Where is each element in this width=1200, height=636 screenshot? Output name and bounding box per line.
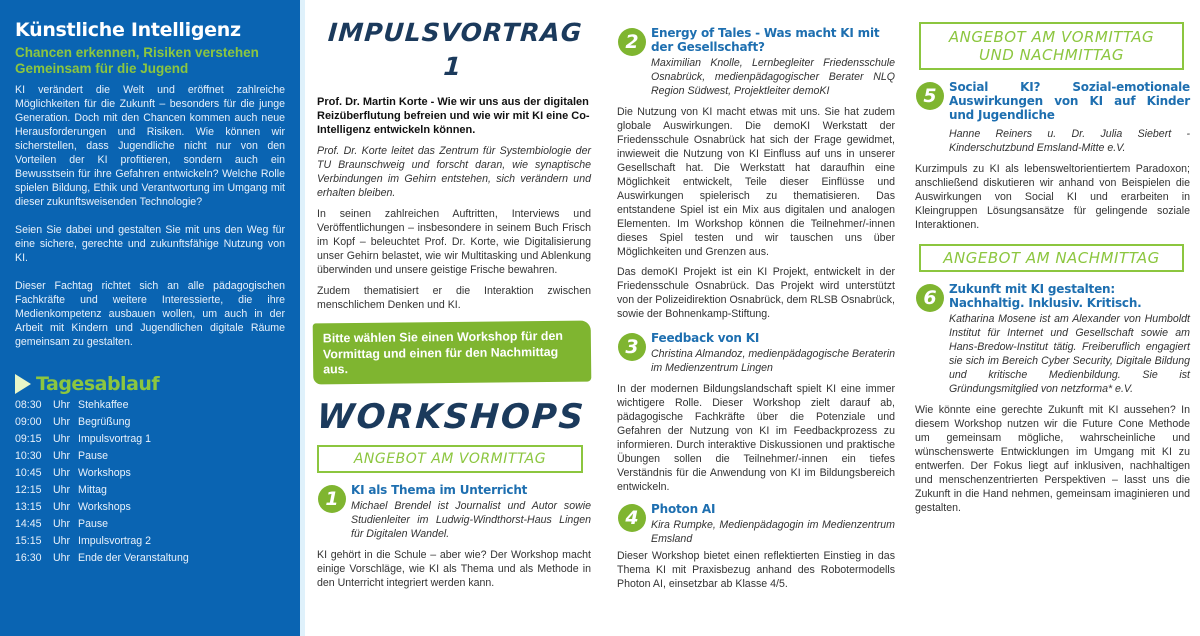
workshop-title: Social KI? Sozial-emotionale Auswirkungen von KI auf Kinder und Jugendliche [949, 80, 1190, 122]
agenda-item [15, 465, 285, 482]
workshop-item [915, 282, 1190, 396]
agenda-unit: Uhr [53, 518, 71, 530]
workshop-title: KI als Thema im Unterricht [351, 482, 528, 497]
workshop-presenter: Christina Almandoz, medienpädagogische Beraterin im Medienzentrum Lingen [651, 348, 895, 374]
agenda-label: Workshops [78, 467, 131, 479]
agenda-unit: Uhr [53, 552, 71, 564]
section-both-line-1: ANGEBOT AM VORMITTAG [948, 28, 1155, 46]
workshop-presenter: Michael Brendel ist Journalist und Autor sowie Studienleiter im Ludwig-Windthorst-Haus Lingen für Digitalen Wandel. [351, 499, 591, 540]
workshop-presenter: Hanne Reiners u. Dr. Julia Siebert - Kinderschutzbund Emsland-Mitte e.V. [949, 128, 1190, 154]
agenda-item [15, 499, 285, 516]
number-badge-icon: 3 [618, 333, 646, 361]
play-triangle-icon [15, 374, 31, 394]
workshop-presenter: Maximilian Knolle, Lernbegleiter Friedensschule Osnabrück, medienpädagogischer Berater NLQ Region Südwest, Projektleiter demoKI [651, 57, 895, 97]
agenda-item [15, 533, 285, 550]
workshops-column-middle [605, 0, 905, 636]
section-morning-label: ANGEBOT AM VORMITTAG [317, 445, 583, 473]
agenda-unit: Uhr [53, 399, 71, 411]
agenda-time: 10:45 [15, 467, 42, 479]
agenda-time: 13:15 [15, 501, 42, 513]
subtitle [15, 45, 285, 77]
agenda-item [15, 516, 285, 533]
agenda-unit: Uhr [53, 484, 71, 496]
workshops-column-right [905, 0, 1200, 636]
agenda-time: 16:30 [15, 552, 42, 564]
impulse-column [300, 0, 605, 636]
agenda-unit: Uhr [53, 501, 71, 513]
workshop-item [617, 502, 895, 546]
workshop-title: Feedback von KI [651, 331, 760, 345]
workshop-item [617, 331, 895, 375]
subtitle-line-2: Gemeinsam für die Jugend [15, 61, 189, 76]
workshop-description: KI gehört in die Schule – aber wie? Der Workshop macht einige Vorschläge, wie KI als Thema und als Methode in den Unterricht integriert werden kann. [317, 548, 591, 589]
agenda-time: 09:15 [15, 433, 42, 445]
workshop-item [617, 26, 895, 98]
agenda-title: Tagesablauf [36, 373, 160, 395]
agenda-unit: Uhr [53, 433, 71, 445]
selection-notice-banner: Bitte wählen Sie einen Workshop für den Vormittag und einen für den Nachmittag aus. [313, 321, 592, 384]
subtitle-line-1: Chancen erkennen, Risiken verstehen [15, 45, 259, 60]
agenda-time: 14:45 [15, 518, 42, 530]
agenda-label: Mittag [78, 484, 107, 496]
agenda-item [15, 550, 285, 567]
workshop-description: Wie könnte eine gerechte Zukunft mit KI aussehen? In diesem Workshop nutzen wir die Future Cone Methode um gemeinsam mögliche, wahrscheinliche und wünschenswerte Entwicklungen im Umgang mit KI zu entwerfen. Der Fokus liegt auf inklusiven, nachhaltigen und menschenzentrierten Perspektiven – lasst uns die Zukunft in die Hand nehmen, gemeinsam imaginieren und gestalten. [915, 404, 1190, 514]
agenda-label: Workshops [78, 501, 131, 513]
impulse-body: In seinen zahlreichen Auftritten, Interviews und Veröffentlichungen – insbesondere in seinem Buch Frisch im Kopf – beleuchtet Prof. Dr. Korte, wie Digitalisierung unser Gehirn belastet, wie wir Multitasking und Ablenkung überwinden und unsere geistige Frische bewahren. [317, 208, 591, 276]
workshop-description: Kurzimpuls zu KI als lebensweltorientiertem Paradoxon; anschließend diskutieren wir anhand von Beispielen die Auswirkungen von Social KI und erarbeiten in Kleingruppen Lösungsansätze für gelingende soziale Interaktionen. [915, 163, 1190, 231]
workshop-description: In der modernen Bildungslandschaft spielt KI eine immer wichtigere Rolle. Dieser Workshop zielt darauf ab, pädagogische Fachkräfte über die Potenziale und Gefahren der Nutzung von KI im Feedbackprozess zu informieren. Durch interaktive Diskussionen und praktische Übungen sollen die Teilnehmer/-innen ein tiefes Verständnis für die Anwendung von KI im Bildungsbereich entwickeln. [617, 383, 895, 493]
workshop-item [915, 80, 1190, 155]
agenda-item [15, 397, 285, 414]
workshop-description: Dieser Workshop bietet einen reflektierten Einstieg in das Thema KI mit Praxisbezug anhand des Robotermodells Photon AI, einsetzbar ab Klasse 4/5. [617, 550, 895, 590]
workshop-presenter: Kira Rumpke, Medienpädagogin im Medienzentrum Emsland [651, 519, 895, 545]
workshops-heading: WORKSHOPS [315, 396, 587, 437]
section-both-line-2: UND NACHMITTAG [979, 46, 1124, 64]
workshop-presenter: Katharina Mosene ist am Alexander von Humboldt Institut für Internet und Gesellschaft sowie am Hans-Bredow-Institut tätig. Freiberuflich engagiert sie sich im Bereich Cyber Security, Digitale Bildung und kritische Medienbildung. Sie ist Gründungsmitglied von netzforma* e.V. [949, 313, 1190, 395]
agenda-list [15, 397, 285, 567]
agenda-time: 08:30 [15, 399, 42, 411]
agenda-label: Ende der Veranstaltung [78, 552, 189, 564]
agenda-label: Impulsvortrag 2 [78, 535, 152, 547]
section-both-label [919, 22, 1184, 70]
section-afternoon-label: ANGEBOT AM NACHMITTAG [919, 244, 1184, 272]
agenda-item [15, 431, 285, 448]
agenda-unit: Uhr [53, 535, 71, 547]
workshop-item [317, 483, 591, 541]
workshop-title: Photon AI [651, 502, 716, 516]
agenda-label: Pause [78, 450, 109, 462]
agenda-time: 12:15 [15, 484, 42, 496]
number-badge-icon: 5 [916, 82, 944, 110]
impulse-lead: Prof. Dr. Martin Korte - Wie wir uns aus der digitalen Reizüberflutung befreien und wie wir mit KI eine Co-Intelligenz entwickeln können. [317, 96, 590, 136]
agenda-heading [15, 373, 285, 395]
agenda-label: Stehkaffee [78, 399, 129, 411]
impulse-body: Zudem thematisiert er die Interaktion zwischen menschlichem Denken und KI. [317, 285, 591, 311]
agenda-item [15, 448, 285, 465]
intro-paragraph: KI verändert die Welt und eröffnet zahlreiche Möglichkeiten für die Zukunft – besonders für die junge Generation. Doch mit den Chancen kommen auch neue Herausforderungen und Risiken. Wie können wir sicherstellen, dass Jugendliche nicht nur von den Vorteilen der KI profitieren, sondern auch ein Bewusstsein für ihre Gefahren entwickeln? Welche Rolle spielen Bildung, Ethik und Verantwortung im Umgang mit dieser zukunftsweisenden Technologie? [15, 84, 285, 208]
agenda-label: Impulsvortrag 1 [78, 433, 152, 445]
intro-paragraph: Seien Sie dabei und gestalten Sie mit uns den Weg für eine sichere, gerechte und zukunftsfähige Nutzung von KI. [15, 224, 285, 264]
agenda-unit: Uhr [53, 467, 71, 479]
agenda-label: Begrüßung [78, 416, 131, 428]
number-badge-icon: 2 [618, 28, 646, 56]
agenda-unit: Uhr [53, 416, 71, 428]
intro-panel [0, 0, 300, 636]
number-badge-icon: 6 [916, 284, 944, 312]
number-badge-icon: 1 [318, 485, 346, 513]
page-title: Künstliche Intelligenz [15, 19, 241, 41]
workshop-title: Energy of Tales - Was macht KI mit der Gesellschaft? [651, 26, 880, 54]
agenda-time: 15:15 [15, 535, 42, 547]
workshop-title: Zukunft mit KI gestalten: Nachhaltig. Inklusiv. Kritisch. [949, 282, 1142, 310]
agenda-item [15, 414, 285, 431]
intro-paragraph: Dieser Fachtag richtet sich an alle pädagogischen Fachkräfte und weitere Interessierte, die ihre Medienkompetenz ausbauen wollen, um auch in der Arbeit mit Kindern und Jugendlichen digitale Räume gemeinsam zu gestalten. [15, 280, 285, 348]
agenda-time: 09:00 [15, 416, 42, 428]
agenda-label: Pause [78, 518, 109, 530]
agenda-item [15, 482, 285, 499]
impulse-bio: Prof. Dr. Korte leitet das Zentrum für Systembiologie der TU Braunschweig und forscht daran, wie synaptische Verbindungen im Gehirn entstehen, sich verändern und erhalten bleiben. [317, 145, 591, 199]
workshop-description: Das demoKI Projekt ist ein KI Projekt, entwickelt in der Friedensschule Osnabrück. Das Projekt wird unterstützt von der Polizeidirektion Osnabrück, dem RLSB Osnabrück, sowie der Bohnenkamp-Stiftung. [617, 266, 895, 320]
number-badge-icon: 4 [618, 504, 646, 532]
workshop-description: Die Nutzung von KI macht etwas mit uns. Sie hat zudem globale Auswirkungen. Die demoKI Werkstatt der Friedensschule Osnabrück hat sich der Frage gewidmet, inwieweit die Nutzung von KI Einfluss auf uns in unserer Gesellschaft hat. Die Werkstatt hat daraufhin eine Möglichkeit entwickelt, Teile dieser Einflüsse und Auswirkungen spielerisch zu thematisieren. Das entstandene Spiel ist ein Mix aus digitalen und analogen Elementen. Im Workshop können die Teilnehmer/-innen dieses Spiel testen und wir tauschen uns über Möglichkeiten und Grenzen aus. [617, 106, 895, 258]
impulse-heading: IMPULSVORTRAG 1 [327, 18, 584, 81]
agenda-unit: Uhr [53, 450, 71, 462]
agenda-time: 10:30 [15, 450, 42, 462]
